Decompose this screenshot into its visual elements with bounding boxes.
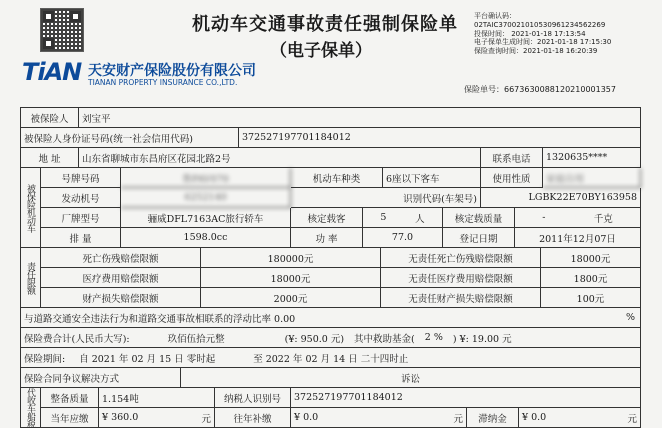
late-unit: 元 (627, 413, 637, 425)
vehicle-type: 6座以下客车 (383, 168, 481, 188)
table-row (41, 268, 641, 288)
address-label: 地 址 (21, 148, 79, 168)
vin: LGBK22E70BY163958 (481, 188, 641, 208)
power-label: 功 率 (291, 228, 363, 248)
insured-name: 刘宝平 (79, 108, 641, 128)
meta-block (474, 12, 611, 56)
model-label: 厂牌型号 (41, 208, 121, 228)
table-row (41, 248, 641, 268)
vehicle-section-label: 被保险机动车 (21, 168, 41, 248)
float-rate-unit: % (621, 308, 641, 328)
table-row (21, 108, 641, 128)
use: 家庭自用 (543, 168, 641, 188)
seats-unit: 人 (415, 213, 425, 225)
table-row (21, 368, 641, 388)
company-name-en: TIANAN PROPERTY INSURANCE CO.,LTD. (88, 78, 238, 87)
rescue-pct: 2 % (424, 332, 443, 343)
curb-label: 整备质量 (41, 388, 99, 408)
power: 77.0 (363, 228, 443, 248)
displacement: 1598.0cc (121, 228, 291, 248)
rescue-label: 其中救助基金( (354, 333, 415, 345)
premium-amount-cn: 玖佰伍拾元整 (167, 333, 225, 345)
premium-row (21, 328, 641, 348)
table-row (41, 388, 641, 408)
vehicle-section (21, 168, 641, 248)
company-logo (22, 58, 256, 87)
limits-section-label: 责任限额 (21, 248, 41, 308)
taxpayer: 372527197701184012 (291, 388, 641, 408)
load-label: 核定载质量 (443, 208, 515, 228)
current-label: 当年应缴 (41, 408, 99, 428)
current: ¥ 360.0 (102, 412, 139, 423)
property-label: 财产损失赔偿限额 (41, 288, 201, 308)
nf-medical: 1800元 (541, 268, 641, 288)
table-row (41, 288, 641, 308)
medical-label: 医疗费用赔偿限额 (41, 268, 201, 288)
property: 2000元 (201, 288, 381, 308)
logo-mark: TiAN (22, 58, 82, 86)
vin-label: 识别代码(车架号) (291, 188, 481, 208)
document-subtitle: （电子保单） (270, 41, 372, 61)
table-row (21, 128, 641, 148)
tax-section-label: 代收车船税 (21, 388, 41, 428)
nf-death: 18000元 (541, 248, 641, 268)
late-label: 滞纳金 (467, 408, 519, 428)
table-row (21, 308, 641, 328)
policy-number: 保险单号：6673630088120210001357 (464, 85, 616, 94)
plate-label: 号牌号码 (41, 168, 121, 188)
float-rate: 与道路交通安全违法行为和道路交通事故相联系的浮动比率 0.00 (21, 308, 621, 328)
period-label: 保险期间: (24, 353, 66, 365)
model: 骊威DFL7163AC旅行轿车 (121, 208, 291, 228)
period-row (21, 348, 641, 368)
prior: ¥ 0.0 (294, 412, 319, 423)
seats-label: 核定载客 (291, 208, 363, 228)
platform-label: 平台确认码： (474, 12, 516, 20)
tax-section (21, 388, 641, 428)
reg-label: 登记日期 (443, 228, 515, 248)
period-from: 自 2021 年 02 月 15 日 零时起 (79, 353, 216, 365)
nf-medical-label: 无责任医疗费用赔偿限额 (381, 268, 541, 288)
table-row (41, 228, 641, 248)
policy-table (20, 107, 641, 428)
company-name-cn: 天安财产保险股份有限公司 (88, 63, 256, 79)
table-row (41, 188, 641, 208)
limits-section (21, 248, 641, 308)
prior-unit: 元 (453, 413, 463, 425)
premium-amount: (¥: 950.0 元) (284, 333, 345, 345)
print-time: 投保时间： 2021-01-18 17:13:54 (474, 29, 586, 38)
engine-label: 发动机号 (41, 188, 121, 208)
premium-label: 保险费合计(人民币大写): (24, 333, 130, 345)
table-row (41, 208, 641, 228)
qr-code (40, 8, 84, 52)
load-unit: 千克 (593, 213, 613, 225)
nf-property-label: 无责任财产损失赔偿限额 (381, 288, 541, 308)
prior-label: 往年补缴 (215, 408, 291, 428)
issue-time: 电子保单生成时间：2021-01-18 17:15:30 (474, 38, 612, 47)
vehicle-type-label: 机动车种类 (291, 168, 383, 188)
phone-label: 联系电话 (481, 148, 543, 168)
late: ¥ 0.0 (522, 412, 547, 423)
nf-death-label: 无责任死亡伤残赔偿限额 (381, 248, 541, 268)
death: 180000元 (201, 248, 381, 268)
table-row (21, 148, 641, 168)
reg-date: 2011年12月07日 (515, 228, 641, 248)
death-label: 死亡伤残赔偿限额 (41, 248, 201, 268)
nf-property: 100元 (541, 288, 641, 308)
use-label: 使用性质 (481, 168, 543, 188)
plate: 鲁PAV070 (121, 168, 291, 188)
phone: 1320635**** (543, 148, 641, 168)
table-row (41, 168, 641, 188)
insured-id-label: 被保险人身份证号码(统一社会信用代码) (21, 128, 239, 148)
taxpayer-label: 纳税人识别号 (215, 388, 291, 408)
table-row (41, 408, 641, 428)
download-time: 保险查询时间：2021-01-18 16:20:39 (474, 47, 598, 56)
load: - (542, 212, 546, 223)
seats: 5 (380, 212, 387, 223)
document-title: 机动车交通事故责任强制保险单 (192, 14, 458, 35)
curb: 1.154吨 (99, 388, 215, 408)
current-unit: 元 (201, 413, 211, 425)
medical: 18000元 (201, 268, 381, 288)
dispute-value: 诉讼 (181, 368, 641, 388)
platform-code: 02TAIC370021010530961234562269 (474, 20, 606, 29)
engine: 6252140 (121, 188, 291, 208)
table-row (21, 348, 641, 368)
table-row (21, 328, 641, 348)
dispute-label: 保险合同争议解决方式 (21, 368, 181, 388)
insured-name-label: 被保险人 (21, 108, 79, 128)
displacement-label: 排 量 (41, 228, 121, 248)
address: 山东省聊城市东昌府区花园北路2号 (79, 148, 481, 168)
insured-id: 372527197701184012 (239, 128, 641, 148)
period-to: 至 2022 年 02 月 14 日 二十四时止 (253, 353, 409, 365)
rescue-amount: ) ¥: 19.00 元 (452, 333, 512, 345)
